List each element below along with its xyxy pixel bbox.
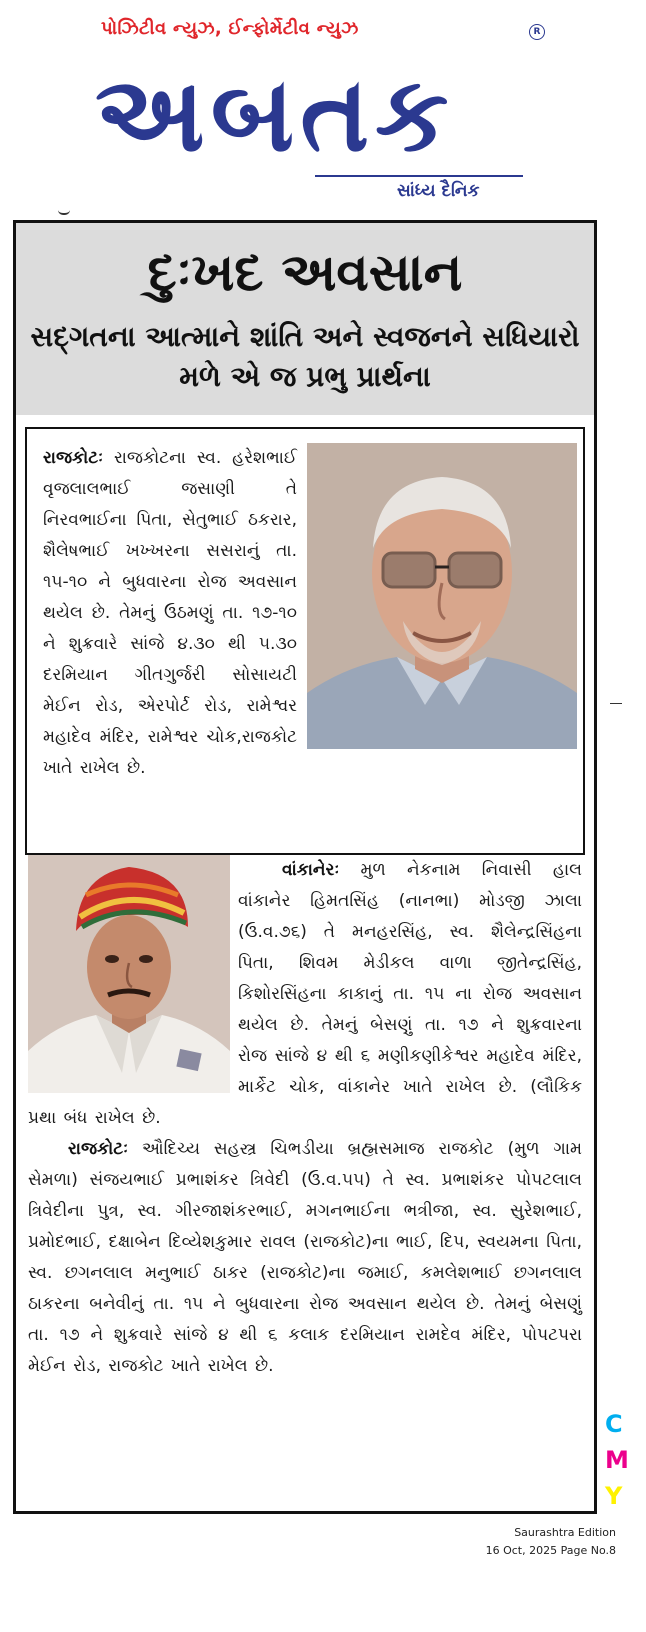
footer-date-page: 16 Oct, 2025 Page No.8 [485,1544,616,1557]
obituary-place-2: વાંકાનેરઃ [282,860,340,880]
registration-mark-m: M [605,1446,629,1474]
obituary-place-1: રાજકોટઃ [43,448,104,468]
registration-mark-y: Y [605,1482,623,1510]
photo-spacer [28,855,238,1095]
section-title: દુઃખદ અવસાન [147,243,463,303]
newspaper-logo-title: અબતક [95,53,455,175]
section-subtitle: સદ્ગતના આત્માને શાંતિ અને સ્વજનને સધિયારો મળે એ જ પ્રભુ પ્રાર્થના [30,320,580,393]
registered-mark-icon: R [529,24,545,40]
obituary-place-3: રાજકોટઃ [68,1139,129,1159]
obituary-body-3: ઔદિચ્ય સહસ્ત્ર ચિભડીયા બ્રહ્મસમાજ રાજકોટ (મુળ ગામ સેમળા) સંજયભાઈ પ્રભાશંકર ત્રિવેદી (ઉ.વ.૫૫) તે સ્વ. પ્રભાશંકર પોપટલાલ ત્રિવેદીના પુત્ર, સ્વ. ગીરજાશંકરભાઈ, મગનભાઈના ભત્રીજા, સ્વ. સુરેશભાઈ, પ્રમોદભાઈ, દક્ષાબેન દિવ્યેશકુમાર રાવલ (રાજકોટ)ના ભાઈ, દિપ, સ્વયમના પિતા, સ્વ. છગનલાલ મનુભાઈ ઠાકર (રાજકોટ)ના જમાઈ, કમલેશભાઈ છગનલાલ ઠાકરના બનેવીનું તા. ૧૫ ને બુધવારના રોજ અવસાન થયેલ છે. તેમનું બેસણું તા. ૧૭ ને શુક્રવારે સાંજે ૪ થી ૬ કલાક દરમિયાન રામદેવ મંદિર, પોપટપરા મેઈન રોડ, રાજકોટ ખાતે રાખેલ છે. [28,1139,582,1376]
footer-edition: Saurashtra Edition [514,1526,616,1539]
photo-spacer [297,443,573,751]
obituary-body-2: મુળ નેકનામ નિવાસી હાલ વાંકાનેર હિમતસિંહ (નાનભા) મોડજી ઝાલા (ઉ.વ.૭૬) તે મનહરસિંહ, સ્વ. શૈલેન્દ્રસિંહના પિતા, શિવમ મેડીકલ વાળા જીતેન્દ્રસિંહ, કિશોરસિંહના કાકાનું તા. ૧૫ ના રોજ અવસાન થયેલ છે. તેમનું બેસણું તા. ૧૭ ને શુક્રવારના રોજ સાંજે ૪ થી ૬ મણીકણીકેશ્વર મહાદેવ મંદિર, માર્કેટ ચોક, વાંકાનેર ખાતે રાખેલ છે. (લૌકિક પ્રથા બંધ રાખેલ છે. [28,860,582,1128]
registration-mark-c: C [605,1410,623,1438]
edition-type-label: સાંધ્ય દૈનિક [397,181,480,201]
masthead [95,18,545,208]
obituary-notice-1 [25,427,585,855]
crop-mark [610,703,622,704]
crop-mark [58,210,70,215]
obituary-text-2-3 [28,855,582,1382]
obituary-text-1 [43,443,573,784]
section-header [16,223,594,415]
masthead-tagline: પોઝિટીવ ન્યુઝ, ઈન્ફોર્મેટીવ ન્યુઝ [101,18,359,39]
obituary-body-1: રાજકોટના સ્વ. હરેશભાઈ વૃજલાલભાઈ જસાણી તે નિરવભાઈના પિતા, સેતુભાઈ ઠકરાર, શૈલેષભાઈ ખખ્ખરના સસરાનું તા. ૧૫-૧૦ ને બુધવારના રોજ અવસાન થયેલ છે. તેમનું ઉઠમણું તા. ૧૭-૧૦ ને શુક્રવારે સાંજે ૪.૩૦ થી ૫.૩૦ દરમિયાન ગીતગુર્જરી સોસાયટી મેઈન રોડ, એરપોર્ટ રોડ, રામેશ્વર મહાદેવ મંદિર, રામેશ્વર ચોક,રાજકોટ ખાતે રાખેલ છે. [43,448,298,778]
masthead-divider [315,175,523,177]
obituary-section [13,220,597,1514]
